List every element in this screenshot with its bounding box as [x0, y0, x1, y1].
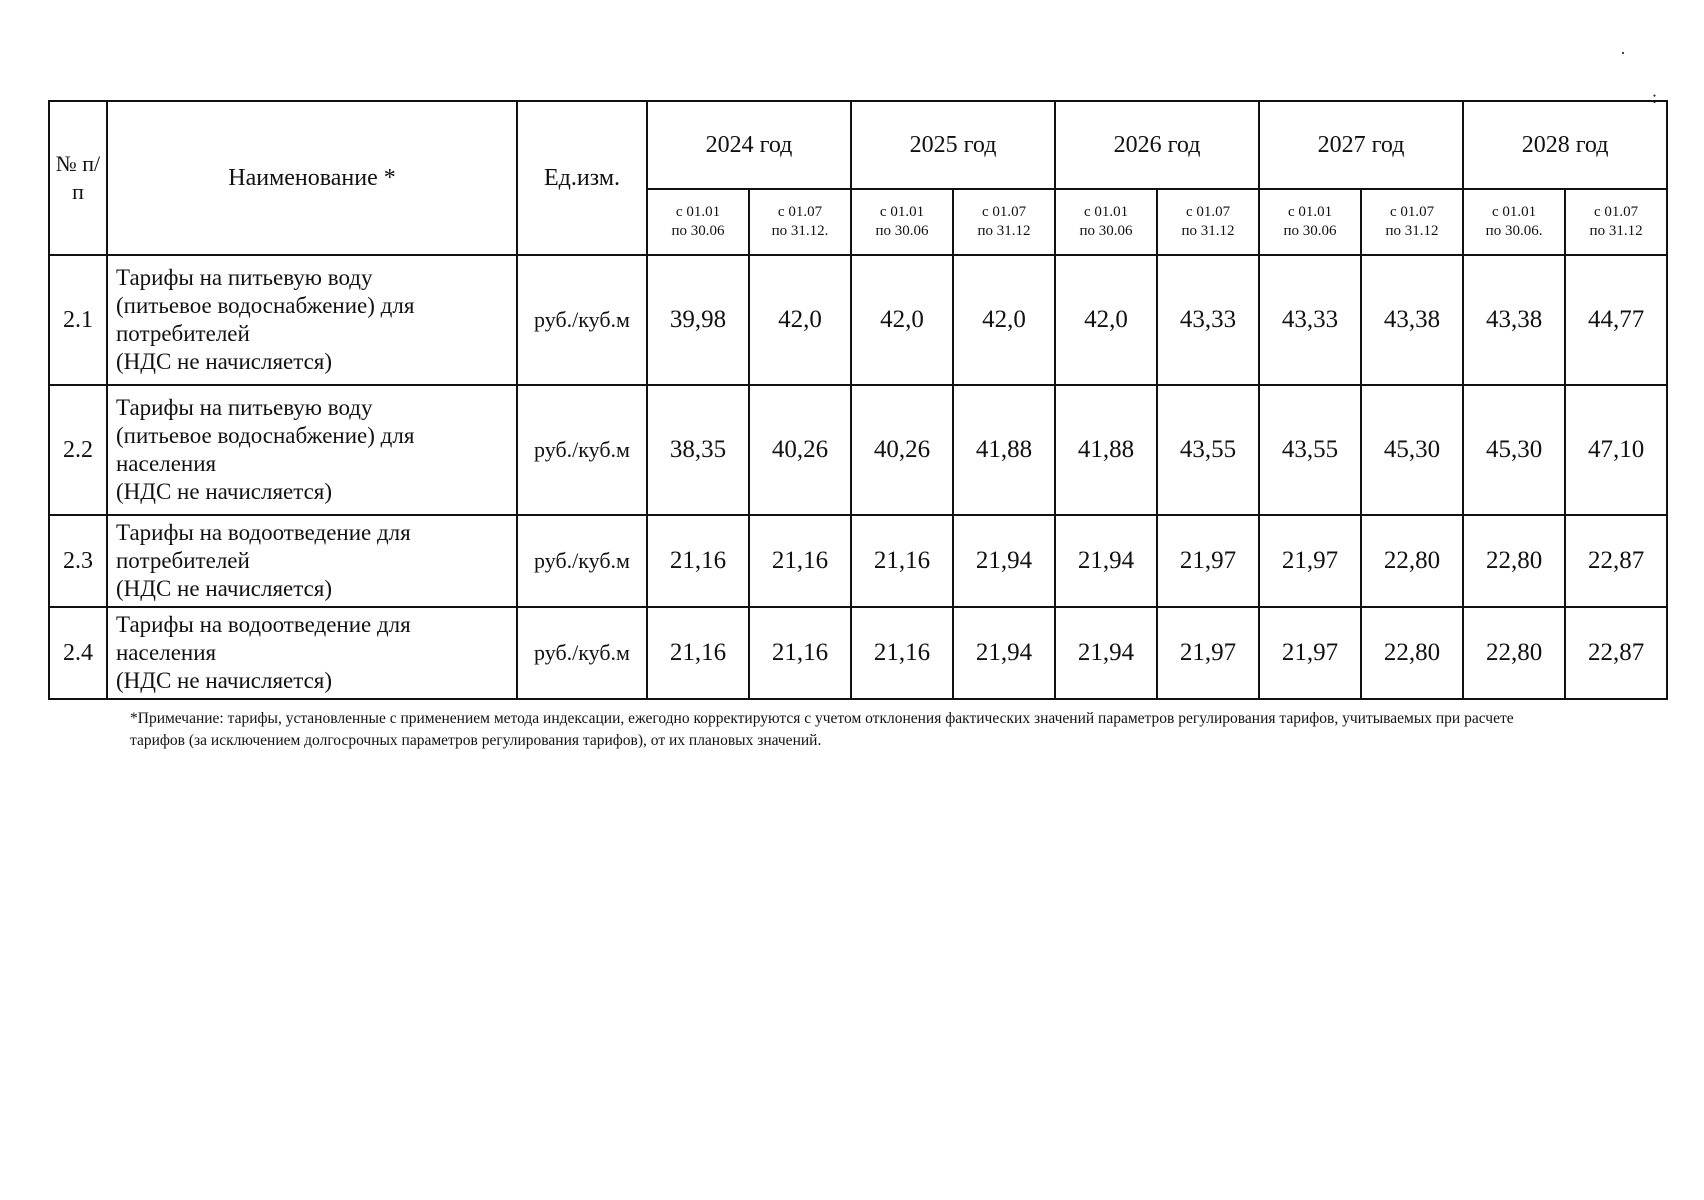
period-header: с 01.01 по 30.06 — [647, 189, 749, 255]
row-name: Тарифы на питьевую воду (питьевое водоснабжение) для населения (НДС не начисляется) — [107, 385, 517, 515]
row-number: 2.3 — [49, 515, 107, 607]
tariff-table — [48, 100, 1668, 700]
period-header: с 01.01 по 30.06 — [1055, 189, 1157, 255]
tariff-value: 42,0 — [851, 255, 953, 385]
row-unit: руб./куб.м — [517, 607, 647, 699]
header-row-years — [49, 101, 1667, 189]
tariff-value: 45,30 — [1361, 385, 1463, 515]
tariff-value: 21,94 — [953, 607, 1055, 699]
tariff-value: 43,33 — [1259, 255, 1361, 385]
period-header: с 01.07 по 31.12 — [1157, 189, 1259, 255]
period-header: с 01.01 по 30.06 — [1259, 189, 1361, 255]
tariff-value: 21,16 — [647, 515, 749, 607]
tariff-value: 22,80 — [1463, 607, 1565, 699]
period-header: с 01.07 по 31.12 — [1565, 189, 1667, 255]
table-row — [49, 515, 1667, 607]
col-header-year: 2027 год — [1259, 101, 1463, 189]
row-unit: руб./куб.м — [517, 255, 647, 385]
tariff-value: 39,98 — [647, 255, 749, 385]
period-header: с 01.07 по 31.12 — [1361, 189, 1463, 255]
tariff-value: 21,94 — [1055, 515, 1157, 607]
col-header-year: 2028 год — [1463, 101, 1667, 189]
tariff-value: 21,16 — [851, 607, 953, 699]
tariff-value: 21,94 — [1055, 607, 1157, 699]
tariff-value: 21,97 — [1259, 607, 1361, 699]
tariff-value: 22,87 — [1565, 607, 1667, 699]
row-number: 2.2 — [49, 385, 107, 515]
tariff-value: 21,16 — [749, 515, 851, 607]
row-name: Тарифы на водоотведение для населения (НДС не начисляется) — [107, 607, 517, 699]
tariff-value: 43,33 — [1157, 255, 1259, 385]
table-row — [49, 385, 1667, 515]
tariff-value: 22,80 — [1361, 515, 1463, 607]
period-header: с 01.07 по 31.12 — [953, 189, 1055, 255]
tariff-value: 22,80 — [1463, 515, 1565, 607]
tariff-value: 21,94 — [953, 515, 1055, 607]
tariff-value: 43,38 — [1361, 255, 1463, 385]
tariff-value: 21,16 — [647, 607, 749, 699]
row-name: Тарифы на питьевую воду (питьевое водоснабжение) для потребителей (НДС не начисляется) — [107, 255, 517, 385]
period-header: с 01.01 по 30.06. — [1463, 189, 1565, 255]
scan-speck: · — [1620, 43, 1626, 63]
footnote: *Примечание: тарифы, установленные с применением метода индексации, ежегодно корректируются с учетом отклонения фактических значений параметров регулирования тарифов, учитываемых при расчете тарифов (за исключением долгосрочных параметров регулирования тарифов), от их плановых значений. — [130, 710, 1514, 749]
tariff-value: 22,80 — [1361, 607, 1463, 699]
tariff-value: 21,97 — [1259, 515, 1361, 607]
tariff-value: 22,87 — [1565, 515, 1667, 607]
row-unit: руб./куб.м — [517, 385, 647, 515]
tariff-value: 38,35 — [647, 385, 749, 515]
tariff-value: 40,26 — [851, 385, 953, 515]
tariff-value: 41,88 — [1055, 385, 1157, 515]
row-unit: руб./куб.м — [517, 515, 647, 607]
tariff-value: 21,97 — [1157, 515, 1259, 607]
col-header-year: 2026 год — [1055, 101, 1259, 189]
tariff-value: 47,10 — [1565, 385, 1667, 515]
col-header-num: № п/п — [49, 101, 107, 255]
tariff-value: 21,97 — [1157, 607, 1259, 699]
tariff-value: 42,0 — [749, 255, 851, 385]
tariff-value: 42,0 — [1055, 255, 1157, 385]
period-header: с 01.07 по 31.12. — [749, 189, 851, 255]
scan-speck: : — [1652, 87, 1658, 107]
tariff-value: 43,38 — [1463, 255, 1565, 385]
tariff-value: 21,16 — [851, 515, 953, 607]
tariff-value: 42,0 — [953, 255, 1055, 385]
period-header: с 01.01 по 30.06 — [851, 189, 953, 255]
col-header-year: 2024 год — [647, 101, 851, 189]
tariff-value: 41,88 — [953, 385, 1055, 515]
col-header-year: 2025 год — [851, 101, 1055, 189]
col-header-name: Наименование * — [107, 101, 517, 255]
tariff-value: 45,30 — [1463, 385, 1565, 515]
row-number: 2.1 — [49, 255, 107, 385]
col-header-unit: Ед.изм. — [517, 101, 647, 255]
tariff-value: 44,77 — [1565, 255, 1667, 385]
tariff-value: 21,16 — [749, 607, 851, 699]
row-name: Тарифы на водоотведение для потребителей (НДС не начисляется) — [107, 515, 517, 607]
row-number: 2.4 — [49, 607, 107, 699]
table-row — [49, 607, 1667, 699]
tariff-value: 43,55 — [1259, 385, 1361, 515]
table-row — [49, 255, 1667, 385]
tariff-value: 43,55 — [1157, 385, 1259, 515]
tariff-value: 40,26 — [749, 385, 851, 515]
